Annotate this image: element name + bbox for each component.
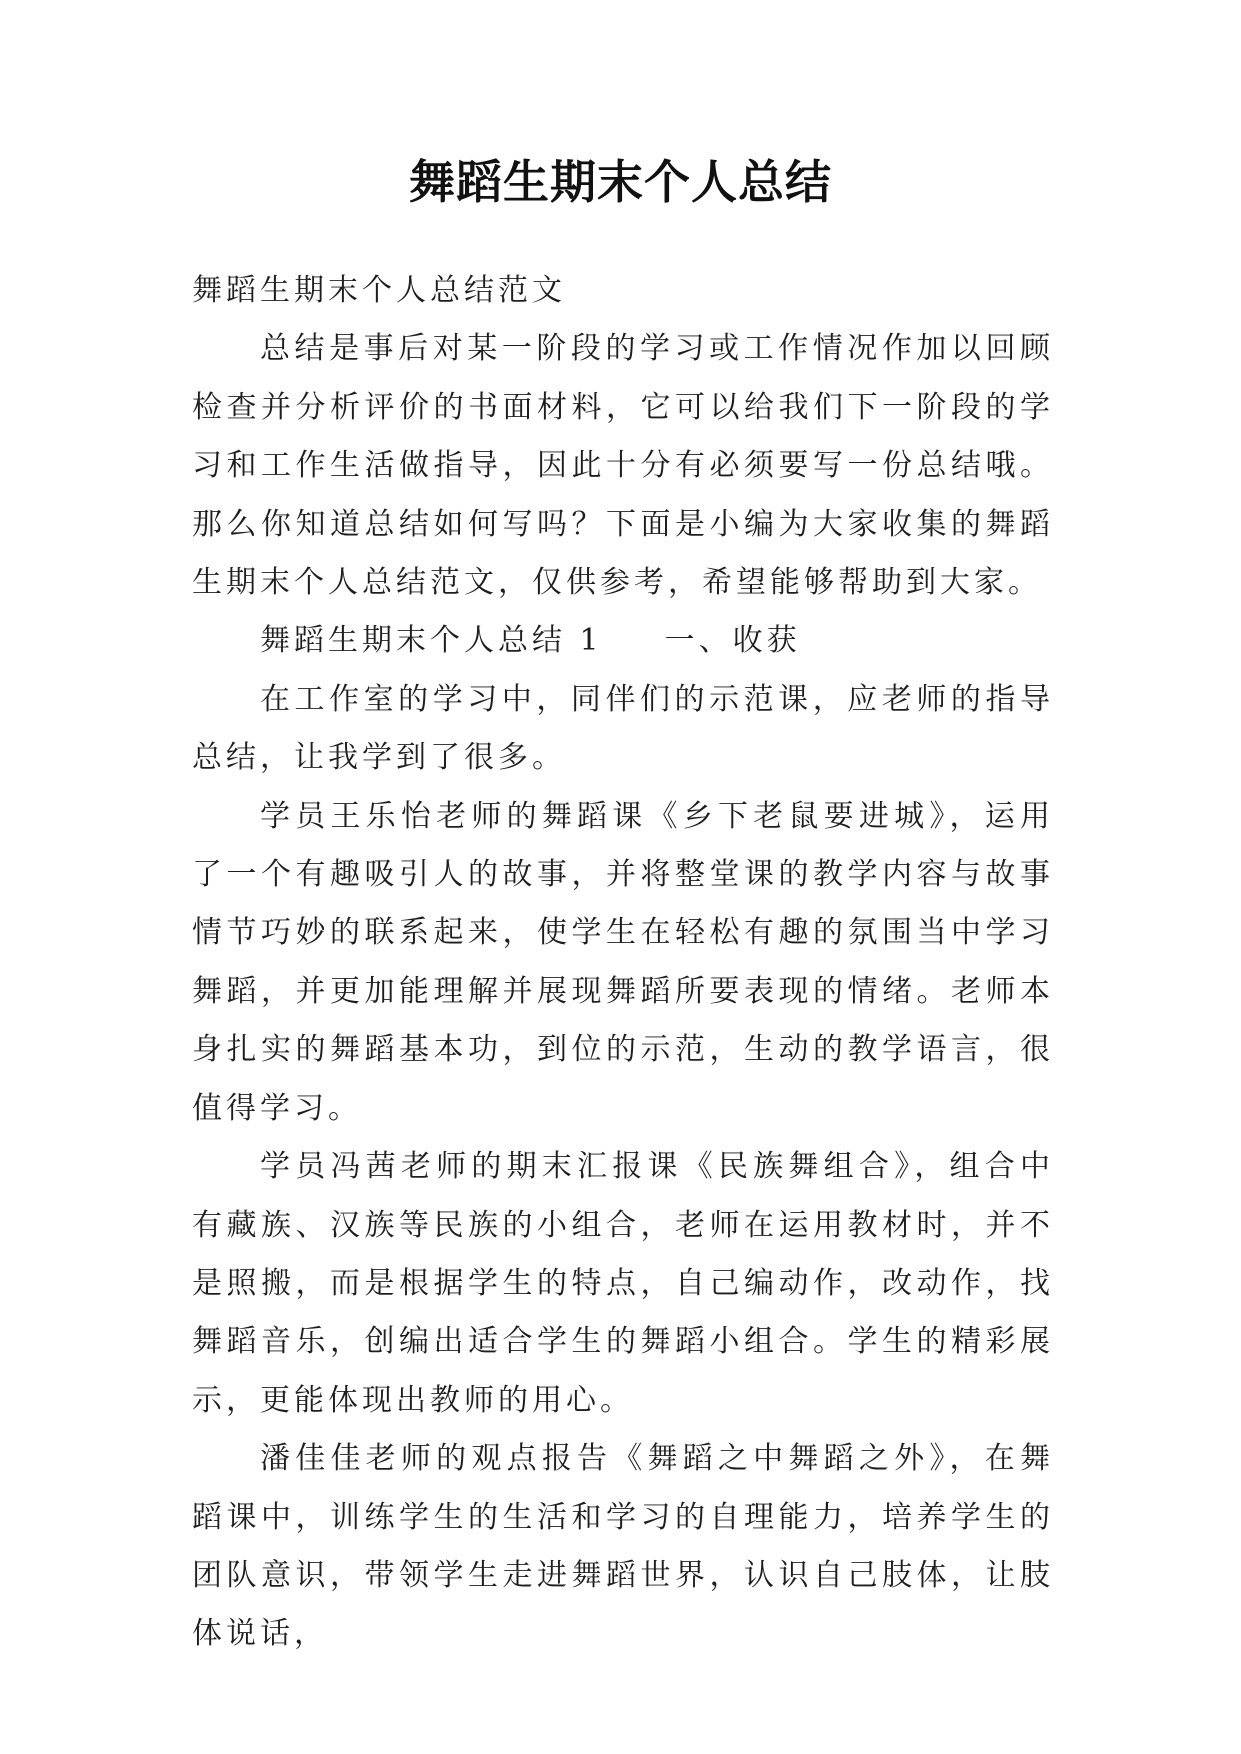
body-paragraph: 学员王乐怡老师的舞蹈课《乡下老鼠要进城》，运用了一个有趣吸引人的故事，并将整堂课的教学内容与故事情节巧妙的联系起来，使学生在轻松有趣的氛围当中学习舞蹈，并更加能理解并展现舞蹈所要表现的情绪。老师本身扎实的舞蹈基本功，到位的示范，生动的教学语言，很值得学习。 xyxy=(192,798,1054,1126)
body-paragraph: 在工作室的学习中，同伴们的示范课，应老师的指导总结，让我学到了很多。 xyxy=(192,681,1054,776)
section-heading: 舞蹈生期末个人总结 1 xyxy=(260,623,603,659)
document-body xyxy=(192,262,1054,1664)
section-heading-line xyxy=(192,612,1054,670)
document-title: 舞蹈生期末个人总结 xyxy=(409,155,832,209)
intro-paragraph: 总结是事后对某一阶段的学习或工作情况作加以回顾检查并分析评价的书面材料，它可以给我们下一阶段的学习和工作生活做指导，因此十分有必须要写一份总结哦。那么你知道总结如何写吗？下面是小编为大家收集的舞蹈生期末个人总结范文，仅供参考，希望能够帮助到大家。 xyxy=(192,331,1054,601)
section-subheading: 一、收获 xyxy=(664,623,801,659)
document-subtitle: 舞蹈生期末个人总结范文 xyxy=(192,273,566,308)
body-paragraph: 学员冯茜老师的期末汇报课《民族舞组合》，组合中有藏族、汉族等民族的小组合，老师在运用教材时，并不是照搬，而是根据学生的特点，自己编动作，改动作，找舞蹈音乐，创编出适合学生的舞蹈小组合。学生的精彩展示，更能体现出教师的用心。 xyxy=(192,1149,1054,1418)
body-paragraph: 潘佳佳老师的观点报告《舞蹈之中舞蹈之外》，在舞蹈课中，训练学生的生活和学习的自理能力，培养学生的团队意识，带领学生走进舞蹈世界，认识自己肢体，让肢体说话， xyxy=(192,1441,1054,1652)
